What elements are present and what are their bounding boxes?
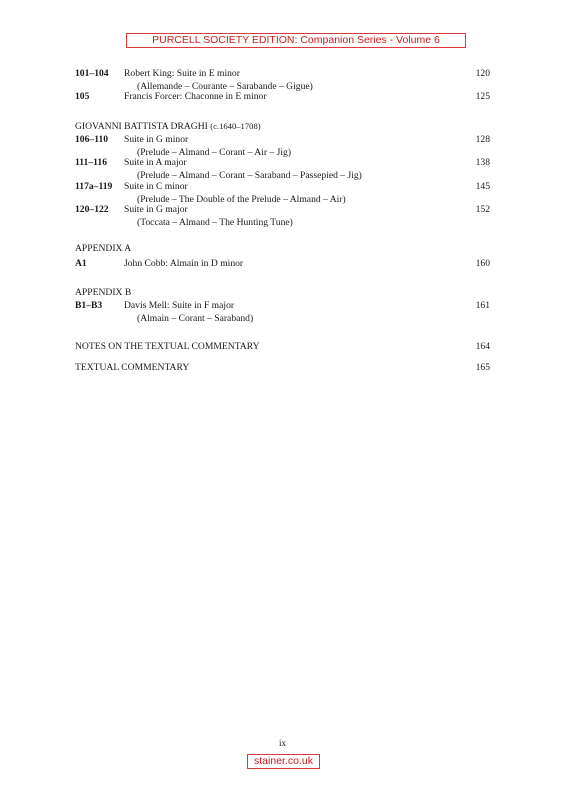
toc-entry-number: 117a–119 bbox=[75, 181, 113, 192]
toc-entry-title: NOTES ON THE TEXTUAL COMMENTARY bbox=[75, 341, 260, 352]
toc-entry-title: John Cobb: Almain in D minor bbox=[124, 258, 244, 269]
toc-entry-commentary[interactable] bbox=[75, 361, 490, 374]
toc-entry-movements: (Allemande – Courante – Sarabande – Gigue) bbox=[137, 81, 313, 92]
toc-entry-title: Suite in G major bbox=[124, 204, 188, 215]
toc-entry[interactable] bbox=[75, 67, 490, 92]
toc-entry-page: 145 bbox=[475, 181, 490, 192]
toc-entry-number: B1–B3 bbox=[75, 300, 103, 311]
toc-entry-title: Suite in G minor bbox=[124, 134, 189, 145]
toc-entry[interactable] bbox=[75, 203, 490, 228]
toc-entry-page: 120 bbox=[475, 68, 490, 79]
header-watermark-box: PURCELL SOCIETY EDITION: Companion Series - Volume 6 bbox=[126, 33, 466, 48]
section-heading-draghi bbox=[75, 120, 261, 133]
composer-name: GIOVANNI BATTISTA DRAGHI bbox=[75, 121, 208, 132]
toc-entry-page: 125 bbox=[475, 91, 490, 102]
toc-entry-title: Robert King: Suite in E minor bbox=[124, 68, 240, 79]
toc-entry[interactable] bbox=[75, 133, 490, 158]
toc-entry-movements: (Toccata – Almand – The Hunting Tune) bbox=[137, 217, 293, 228]
toc-entry[interactable] bbox=[75, 180, 490, 205]
toc-entry-movements: (Prelude – The Double of the Prelude – Almand – Air) bbox=[137, 194, 346, 205]
toc-entry-title: Suite in A major bbox=[124, 157, 187, 168]
composer-dates: (c.1640–1708) bbox=[210, 121, 261, 131]
toc-entry[interactable] bbox=[75, 90, 490, 103]
toc-entry-number: 101–104 bbox=[75, 68, 109, 79]
toc-entry-page: 164 bbox=[475, 341, 490, 352]
section-heading-appendix-b: APPENDIX B bbox=[75, 287, 132, 298]
toc-entry-page: 128 bbox=[475, 134, 490, 145]
toc-entry-number: 105 bbox=[75, 91, 90, 102]
toc-entry[interactable] bbox=[75, 156, 490, 181]
toc-entry-title: TEXTUAL COMMENTARY bbox=[75, 362, 190, 373]
toc-entry-title: Suite in C minor bbox=[124, 181, 188, 192]
toc-entry-number: 120–122 bbox=[75, 204, 109, 215]
toc-entry-movements: (Prelude – Almand – Corant – Air – Jig) bbox=[137, 147, 292, 158]
toc-entry-number: 111–116 bbox=[75, 157, 107, 168]
toc-entry-page: 161 bbox=[475, 300, 490, 311]
toc-entry[interactable] bbox=[75, 299, 490, 324]
page-number: ix bbox=[278, 738, 286, 748]
toc-entry-number: A1 bbox=[75, 258, 87, 269]
toc-entry-page: 165 bbox=[475, 362, 490, 373]
toc-entry-title: Francis Forcer: Chaconne in E minor bbox=[124, 91, 267, 102]
toc-entry-number: 106–110 bbox=[75, 134, 109, 145]
toc-entry-notes[interactable] bbox=[75, 340, 490, 353]
toc-entry-movements: (Prelude – Almand – Corant – Saraband – Passepied – Jig) bbox=[137, 170, 362, 181]
section-heading-appendix-a: APPENDIX A bbox=[75, 243, 132, 254]
toc-entry[interactable] bbox=[75, 257, 490, 270]
toc-entry-page: 138 bbox=[475, 157, 490, 168]
toc-entry-movements: (Almain – Corant – Saraband) bbox=[137, 313, 254, 324]
toc-entry-title: Davis Mell: Suite in F major bbox=[124, 300, 235, 311]
toc-entry-page: 160 bbox=[475, 258, 490, 269]
footer-watermark-link[interactable]: stainer.co.uk bbox=[247, 754, 320, 769]
toc-entry-page: 152 bbox=[475, 204, 490, 215]
